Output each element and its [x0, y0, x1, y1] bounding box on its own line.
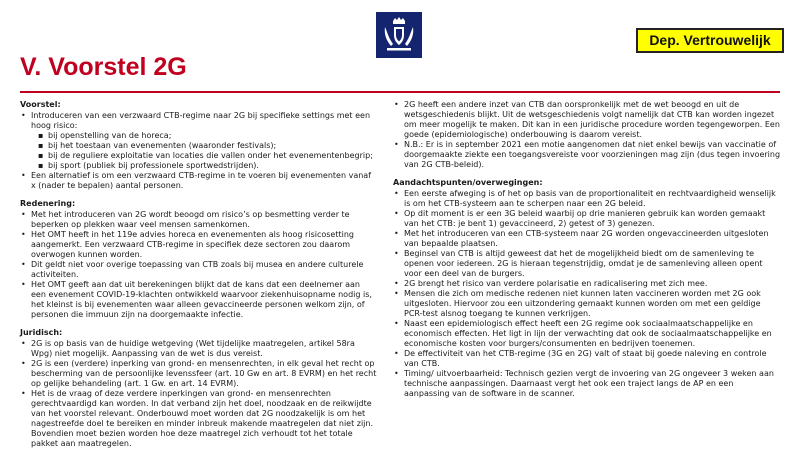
bullet-item — [20, 210, 377, 230]
bullet-text: 2G brengt het risico van verdere polarisatie en radicalisering met zich mee. — [404, 279, 708, 288]
section — [20, 199, 377, 320]
bullet-text: Naast een epidemiologisch effect heeft een 2G regime ook sociaalmaatschappelijke en economisch effecten. Het ligt in lijn der verwachting dat ook de sociaalmaatschappelijke en economische kosten voor burgers/consumenten en bedrijven toenemen. — [404, 319, 772, 348]
bullet-text: Beginsel van CTB is altijd geweest dat het de mogelijkheid biedt om de samenleving te openen voor iedereen. 2G is hieraan tegenstrijdig, omdat je de samenleving alleen opent voor een deel van de burgers. — [404, 249, 763, 278]
section-heading: Juridisch: — [20, 328, 63, 337]
section — [393, 100, 781, 170]
bullet-text: Het is de vraag of deze verdere inperkingen van grond- en mensenrechten gerechtvaardigd kan worden. In dat verband zijn het doel, noodzaak en de reikwijdte van het voorstel relevant. Onderbouwd moet worden dat 2G noodzakelijk is om het nagestreefde doel te bereiken en minder inbreuk makende maatregelen dat niet zijn. Bovendien moet bezien worden hoe deze maatregel zich verhoudt tot het totale pakket aan maatregelen. — [31, 389, 374, 448]
bullet-item — [393, 319, 781, 349]
left-column — [20, 100, 377, 457]
bullet-text: 2G is op basis van de huidige wetgeving (Wet tijdelijke maatregelen, artikel 58ra Wpg) niet mogelijk. Aanpassing van de wet is dus vereist. — [31, 339, 355, 358]
title-divider — [20, 91, 780, 93]
bullet-item — [393, 279, 781, 289]
section-heading: Voorstel: — [20, 100, 61, 109]
bullet-item — [393, 289, 781, 319]
bullet-text: Mensen die zich om medische redenen niet kunnen laten vaccineren worden met 2G ook uitgesloten. Hiervoor zou een uitzondering gemaakt kunnen worden om met een geldige PCR-test alsnog toegang te kunnen verkrijgen. — [404, 289, 761, 318]
bullet-text: N.B.: Er is in september 2021 een motie aangenomen dat niet enkel bewijs van vaccinatie of doorgemaakte ziekte een toegangsvereiste voor voorzieningen mag zijn (dus tegen invoering van 2G CTB-beleid). — [404, 140, 781, 169]
bullet-item — [20, 339, 377, 359]
bullet-list — [20, 111, 377, 191]
bullet-item — [393, 249, 781, 279]
bullet-item — [20, 111, 377, 171]
bullet-text: Introduceren van een verzwaard CTB-regime naar 2G bij specifieke settings met een hoog risico: — [31, 111, 371, 130]
bullet-list — [393, 100, 781, 170]
classification-badge: Dep. Vertrouwelijk — [636, 28, 784, 53]
bullet-item — [393, 209, 781, 229]
sub-bullet-item: ▪ bij openstelling van de horeca; — [37, 131, 377, 141]
bullet-item — [393, 100, 781, 140]
coat-of-arms-icon — [376, 12, 422, 58]
sub-bullet-item: ▪ bij sport (publiek bij professionele sportwedstrijden). — [37, 161, 377, 171]
section-heading: Redenering: — [20, 199, 76, 208]
right-column — [393, 100, 781, 407]
bullet-list — [393, 189, 781, 399]
sub-bullet-list — [31, 131, 377, 171]
bullet-text: Dit geldt niet voor overige toepassing van CTB zoals bij musea en andere culturele activiteiten. — [31, 260, 364, 279]
bullet-text: Timing/ uitvoerbaarheid: Technisch gezien vergt de invoering van 2G ongeveer 3 weken aan technische aanpassingen. Daarnaast vergt het ook een traject langs de AP en een aanpassing van de software in de scanner. — [404, 369, 774, 398]
section-heading: Aandachtspunten/overwegingen: — [393, 178, 543, 187]
bullet-item — [393, 369, 781, 399]
bullet-item — [20, 230, 377, 260]
government-logo — [376, 12, 422, 58]
bullet-item — [20, 280, 377, 320]
page-title: V. Voorstel 2G — [20, 53, 187, 81]
bullet-text: Op dit moment is er een 3G beleid waarbij op drie manieren gebruik kan worden gemaakt van het CTB: je bent 1) gevaccineerd, 2) getest of 3) genezen. — [404, 209, 766, 228]
bullet-text: Met het introduceren van een CTB-systeem naar 2G worden ongevaccineerden uitgesloten van bepaalde plaatsen. — [404, 229, 769, 248]
bullet-text: 2G heeft een andere inzet van CTB dan oorspronkelijk met de wet beoogd en uit de wetsgeschiedenis blijkt. Uit de wetsgeschiedenis volgt namelijk dat CTB kan worden ingezet om meer mogelijk te maken. Dit kan in een juridische procedure worden tegengeworpen. Een goede (epidemiologische) onderbouwing is daarom vereist. — [404, 100, 780, 139]
sub-bullet-item: ▪ bij het toestaan van evenementen (waaronder festivals); — [37, 141, 377, 151]
bullet-item — [393, 189, 781, 209]
bullet-item — [20, 171, 377, 191]
bullet-text: Het OMT heeft in het 119e advies horeca en evenementen als hoog risicosetting aangemerkt. Een verzwaard CTB-regime in specifiek deze sectoren zou daarom overwogen kunnen worden. — [31, 230, 354, 259]
bullet-text: Een eerste afweging is of het op basis van de proportionaliteit en rechtvaardigheid wenselijk is om het CTB-systeem aan te scherpen naar een 2G beleid. — [404, 189, 776, 208]
bullet-item — [20, 260, 377, 280]
section — [20, 328, 377, 449]
bullet-item — [20, 389, 377, 449]
bullet-text: Het OMT geeft aan dat uit berekeningen blijkt dat de kans dat een deelnemer aan een evenement COVID-19-klachten ontwikkeld waarvoor ziekenhuisopname nodig is, het kleinst is bij evenementen waar alleen gevaccineerde personen welkom zijn, of personen die immuun zijn na doorgemaakte infectie. — [31, 280, 372, 319]
bullet-list — [20, 339, 377, 449]
bullet-list — [20, 210, 377, 320]
section — [393, 178, 781, 399]
bullet-text: De effectiviteit van het CTB-regime (3G en 2G) valt of staat bij goede naleving en controle van CTB. — [404, 349, 767, 368]
bullet-text: Met het introduceren van 2G wordt beoogd om risico’s op besmetting verder te beperken op plekken waar veel mensen samenkomen. — [31, 210, 350, 229]
bullet-item — [20, 359, 377, 389]
bullet-item — [393, 140, 781, 170]
bullet-text: 2G is een (verdere) inperking van grond- en mensenrechten, in elk geval het recht op bescherming van de persoonlijke levenssfeer (art. 10 Gw en art. 8 EVRM) en het recht op gelijke behandeling (art. 1 Gw. en art. 14 EVRM). — [31, 359, 377, 388]
sub-bullet-item: ▪ bij de reguliere exploitatie van locaties die vallen onder het evenementenbegrip; — [37, 151, 377, 161]
bullet-item — [393, 229, 781, 249]
bullet-text: Een alternatief is om een verzwaard CTB-regime in te voeren bij evenementen vanaf x (nader te bepalen) aantal personen. — [31, 171, 372, 190]
bullet-item — [393, 349, 781, 369]
section — [20, 100, 377, 191]
